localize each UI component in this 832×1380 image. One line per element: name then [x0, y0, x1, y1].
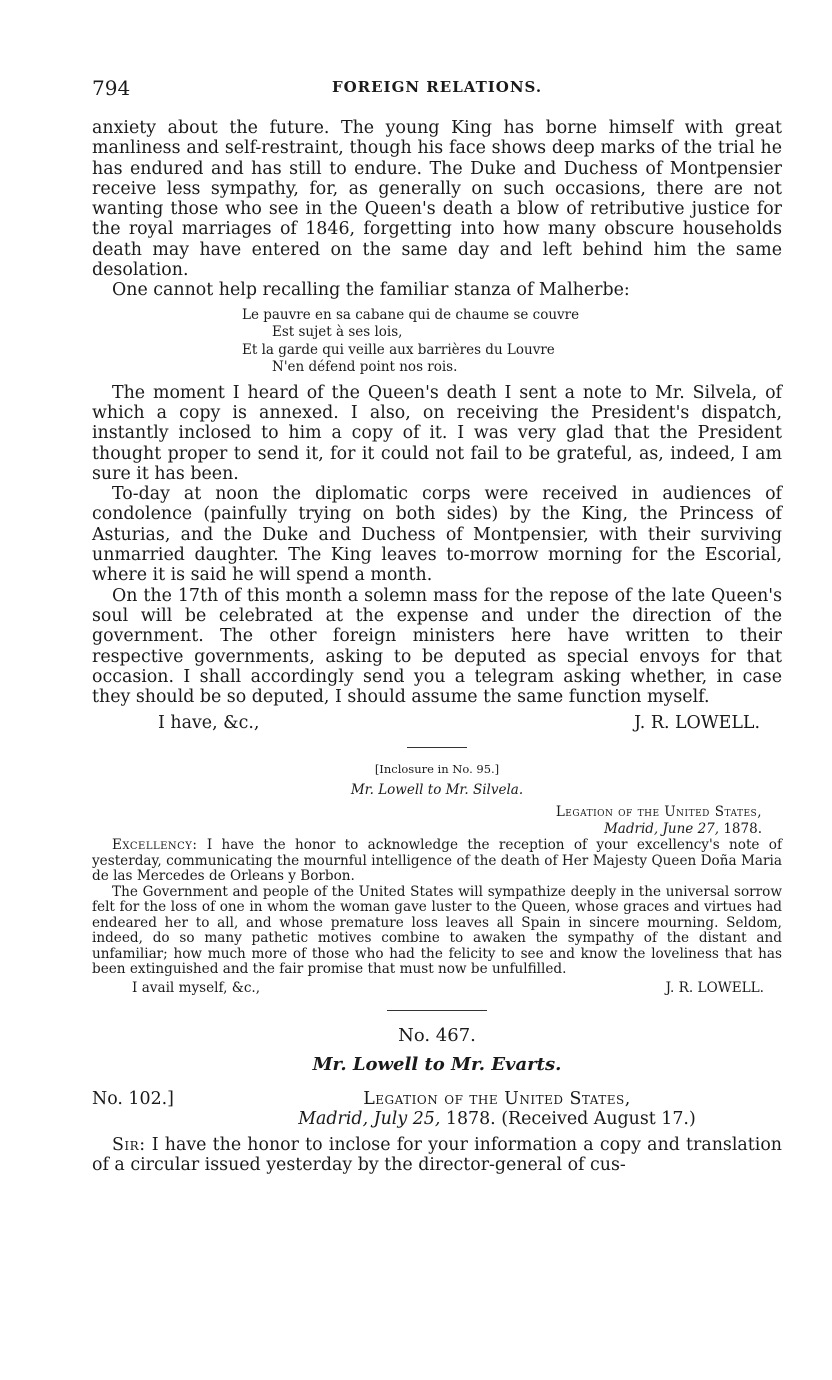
poem-line: Le pauvre en sa cabane qui de chaume se couvre	[242, 306, 580, 323]
inclosure-letterhead	[92, 804, 782, 838]
inclosure-closing	[92, 980, 782, 996]
inclosure-paragraph	[92, 838, 782, 885]
closing-phrase: I have, &c.,	[158, 713, 260, 734]
letter2-body-text: I have the honor to inclose for your information a copy and translation of a circular issued yesterday by the director-general of cus-	[92, 1134, 783, 1176]
inclosure-paragraph-text: I have the honor to acknowledge the reception of your excellency's note of yesterday, communicating the mournful intelligence of the death of Her Majesty Queen Doña Maria de las Mercedes de Orleans y Borbon.	[92, 837, 782, 885]
paragraph-audiences: To-day at noon the diplomatic corps were received in audiences of condolence (painfully trying on both sides) by the King, the Princess of Asturias, and the Duke and Duchess of Montpensier, with their surviving unmarried daughter. The King leaves to-morrow morning for the Escorial, where it is said he will spend a month.	[92, 484, 782, 586]
poem-line: N'en défend point nos rois.	[272, 359, 458, 376]
page-number: 794	[92, 76, 131, 100]
inclosure-paragraph: The Government and people of the United States will sympathize deeply in the universal sorrow felt for the loss of one in whom the woman gave luster to the Queen, whose graces and virtues had endeared her to all, and whose premature loss leaves all Spain in sincere mourning. Seldom, indeed, do so many pathetic motives combine to awaken the sympathy of the distant and unfamiliar; how much more of those who had the felicity to see and know the loveliness that has been extinguished and the fair promise that must now be unfulfilled.	[92, 883, 782, 978]
letterhead-date	[212, 1109, 782, 1129]
paragraph-malherbe: One cannot help recalling the familiar stanza of Malherbe:	[112, 280, 630, 301]
letter2-letterhead	[92, 1089, 782, 1109]
running-head: FOREIGN RELATIONS.	[331, 78, 543, 96]
received-note: (Received August 17.)	[501, 1108, 696, 1129]
closing-phrase: I avail myself, &c.,	[132, 979, 261, 996]
letter2-body	[92, 1135, 782, 1176]
poem-line: Et la garde qui veille aux barrières du Louvre	[242, 341, 555, 358]
page-header	[92, 76, 782, 102]
poem-stanza	[242, 307, 782, 377]
letterhead-year: 1878.	[723, 821, 762, 838]
signature: J. R. LOWELL.	[634, 713, 760, 734]
salutation: Excellency:	[112, 837, 198, 854]
section-divider	[407, 747, 467, 748]
paragraph-mass: On the 17th of this month a solemn mass for the repose of the late Queen's soul will be celebrated at the expense and under the direction of the government. The other foreign ministers here have written to their respective governments, asking to be deputed as special envoys for that occasion. I shall accordingly send you a telegram asking whether, in case they should be so deputed, I should assume the same function myself.	[92, 585, 782, 708]
signature: J. R. LOWELL.	[665, 979, 764, 996]
letterhead-year: 1878.	[445, 1108, 496, 1129]
letter-title: Mr. Lowell to Mr. Evarts.	[312, 1053, 562, 1075]
letterhead-legation: Legation of the United States,	[555, 804, 762, 821]
inclosure-title: Mr. Lowell to Mr. Silvela.	[350, 782, 524, 799]
paragraph-continuation: anxiety about the future. The young King has borne himself with great manliness and self-restraint, though his face shows deep marks of the trial he has endured and has still to endure. The Duke and Duchess of Montpensier receive less sympathy, for, as generally on such occasions, there are not wanting those who see in the Queen's death a blow of retributive justice for the royal marriages of 1846, forgetting into how many obscure households death may have entered on the same day and left behind him the same desolation.	[92, 118, 782, 281]
letterhead-legation: Legation of the United States,	[363, 1088, 631, 1109]
section-divider	[387, 1010, 487, 1011]
paragraph-note: The moment I heard of the Queen's death I sent a note to Mr. Silvela, of which a copy is annexed. I also, on receiving the President's dispatch, instantly inclosed to him a copy of it. I was very glad that the President thought proper to send it, for it could not fail to be grateful, as, indeed, I am sure it has been.	[92, 382, 782, 484]
despatch-number: No. 102.]	[92, 1088, 174, 1109]
letterhead-place: Madrid, June 27,	[603, 821, 720, 838]
letterhead-place: Madrid, July 25,	[298, 1108, 441, 1129]
letterhead-date	[92, 821, 762, 838]
letter2-date-row	[92, 1109, 782, 1129]
letter-closing	[92, 713, 782, 733]
page-body	[92, 118, 782, 1176]
salutation: Sir:	[112, 1134, 146, 1155]
poem-line: Est sujet à ses lois,	[272, 324, 403, 341]
document-number: No. 467.	[398, 1024, 476, 1046]
inclosure-label: [Inclosure in No. 95.]	[374, 762, 500, 777]
